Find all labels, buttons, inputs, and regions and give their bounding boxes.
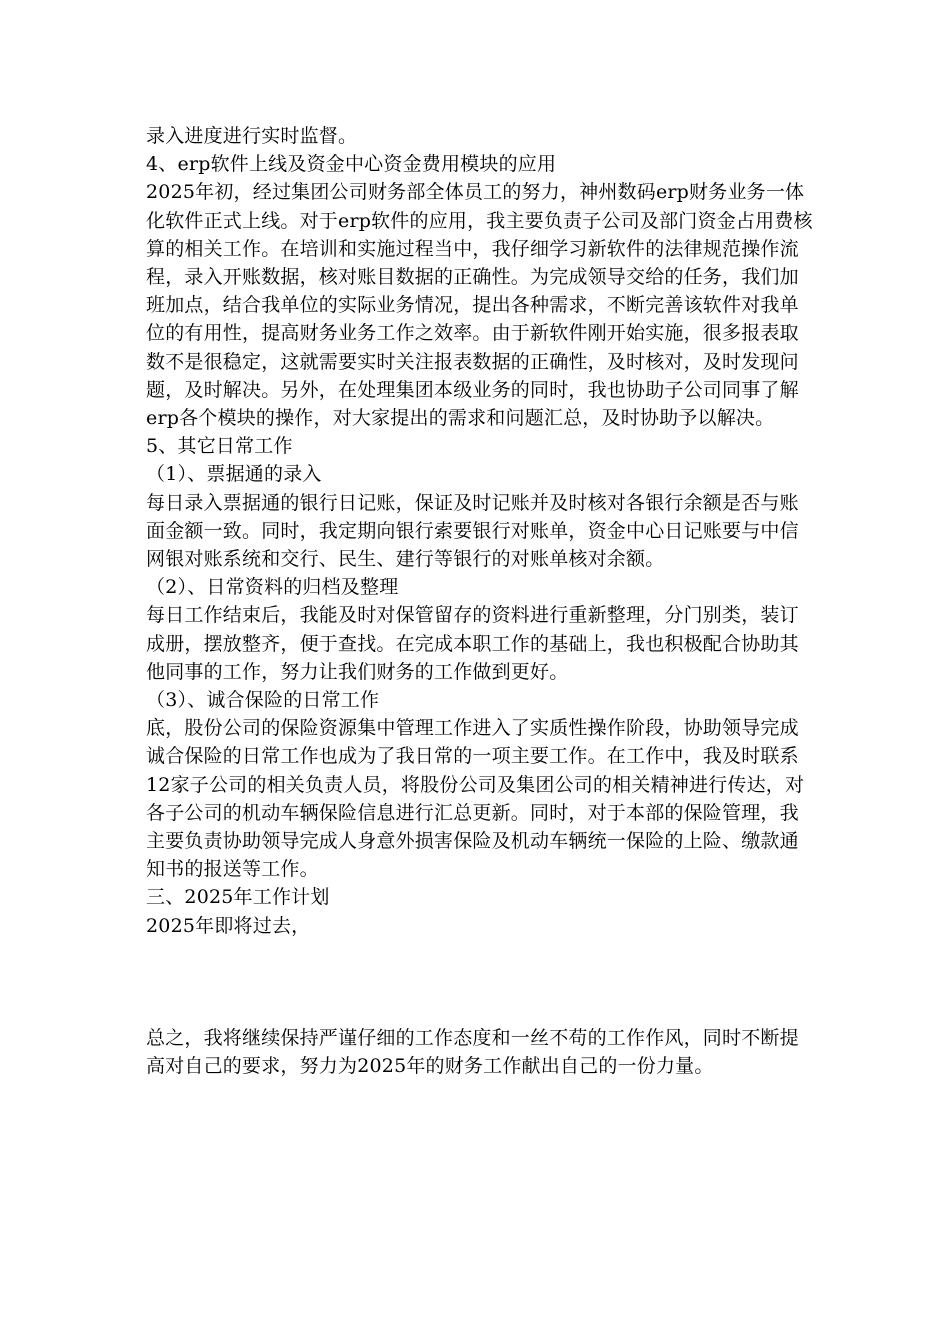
heading-erp-launch: 4、erp软件上线及资金中心资金费用模块的应用 xyxy=(146,153,557,176)
heading-work-plan: 三、2025年工作计划 xyxy=(146,886,330,909)
subheading-bill-entry: （1）、票据通的录入 xyxy=(146,463,322,486)
paragraph-insurance: 底，股份公司的保险资源集中管理工作进入了实质性操作阶段，协助领导完成诚合保险的日常工作也成为了我日常的一项主要工作。在工作中，我及时联系12家子公司的相关负责人员，将股份公司及集团公司的相关精神进行传达，对各子公司的机动车辆保险信息进行汇总更新。同时，对于本部的保险管理，我主要负责协助领导完成人身意外损害保险及机动车辆统一保险的上险、缴款通知书的报送等工作。 xyxy=(146,717,805,881)
subheading-archiving: （2）、日常资料的归档及整理 xyxy=(146,576,399,599)
paragraph-year-ending: 2025年即将过去， xyxy=(146,914,311,937)
paragraph-conclusion: 总之，我将继续保持严谨仔细的工作态度和一丝不苟的工作作风，同时不断提高对自己的要求，努力为2025年的财务工作献出自己的一份力量。 xyxy=(146,1026,799,1078)
paragraph-progress-monitoring: 录入进度进行实时监督。 xyxy=(146,125,358,147)
blank-space xyxy=(146,940,816,1024)
paragraph-archiving: 每日工作结束后，我能及时对保管留存的资料进行重新整理，分门别类，装订成册，摆放整齐，便于查找。在完成本职工作的基础上，我也积极配合协助其他同事的工作，努力让我们财务的工作做到更好。 xyxy=(146,604,799,683)
heading-other-daily-work: 5、其它日常工作 xyxy=(146,435,293,458)
document-body xyxy=(146,122,816,1080)
paragraph-bill-entry: 每日录入票据通的银行日记账，保证及时记账并及时核对各银行余额是否与账面金额一致。同时，我定期向银行索要银行对账单，资金中心日记账要与中信网银对账系统和交行、民生、建行等银行的对账单核对余额。 xyxy=(146,491,799,571)
paragraph-erp-launch: 2025年初，经过集团公司财务部全体员工的努力，神州数码erp财务业务一体化软件正式上线。对于erp软件的应用，我主要负责子公司及部门资金占用费核算的相关工作。在培训和实施过程当中，我仔细学习新软件的法律规范操作流程，录入开账数据，核对账目数据的正确性。为完成领导交给的任务，我们加班加点，结合我单位的实际业务情况，提出各种需求，不断完善该软件对我单位的有用性，提高财务业务工作之效率。由于新软件刚开始实施，很多报表取数不是很稳定，这就需要实时关注报表数据的正确性，及时核对，及时发现问题，及时解决。另外，在处理集团本级业务的同时，我也协助子公司同事了解erp各个模块的操作，对大家提出的需求和问题汇总，及时协助予以解决。 xyxy=(146,181,813,430)
subheading-insurance: （3）、诚合保险的日常工作 xyxy=(146,689,380,712)
